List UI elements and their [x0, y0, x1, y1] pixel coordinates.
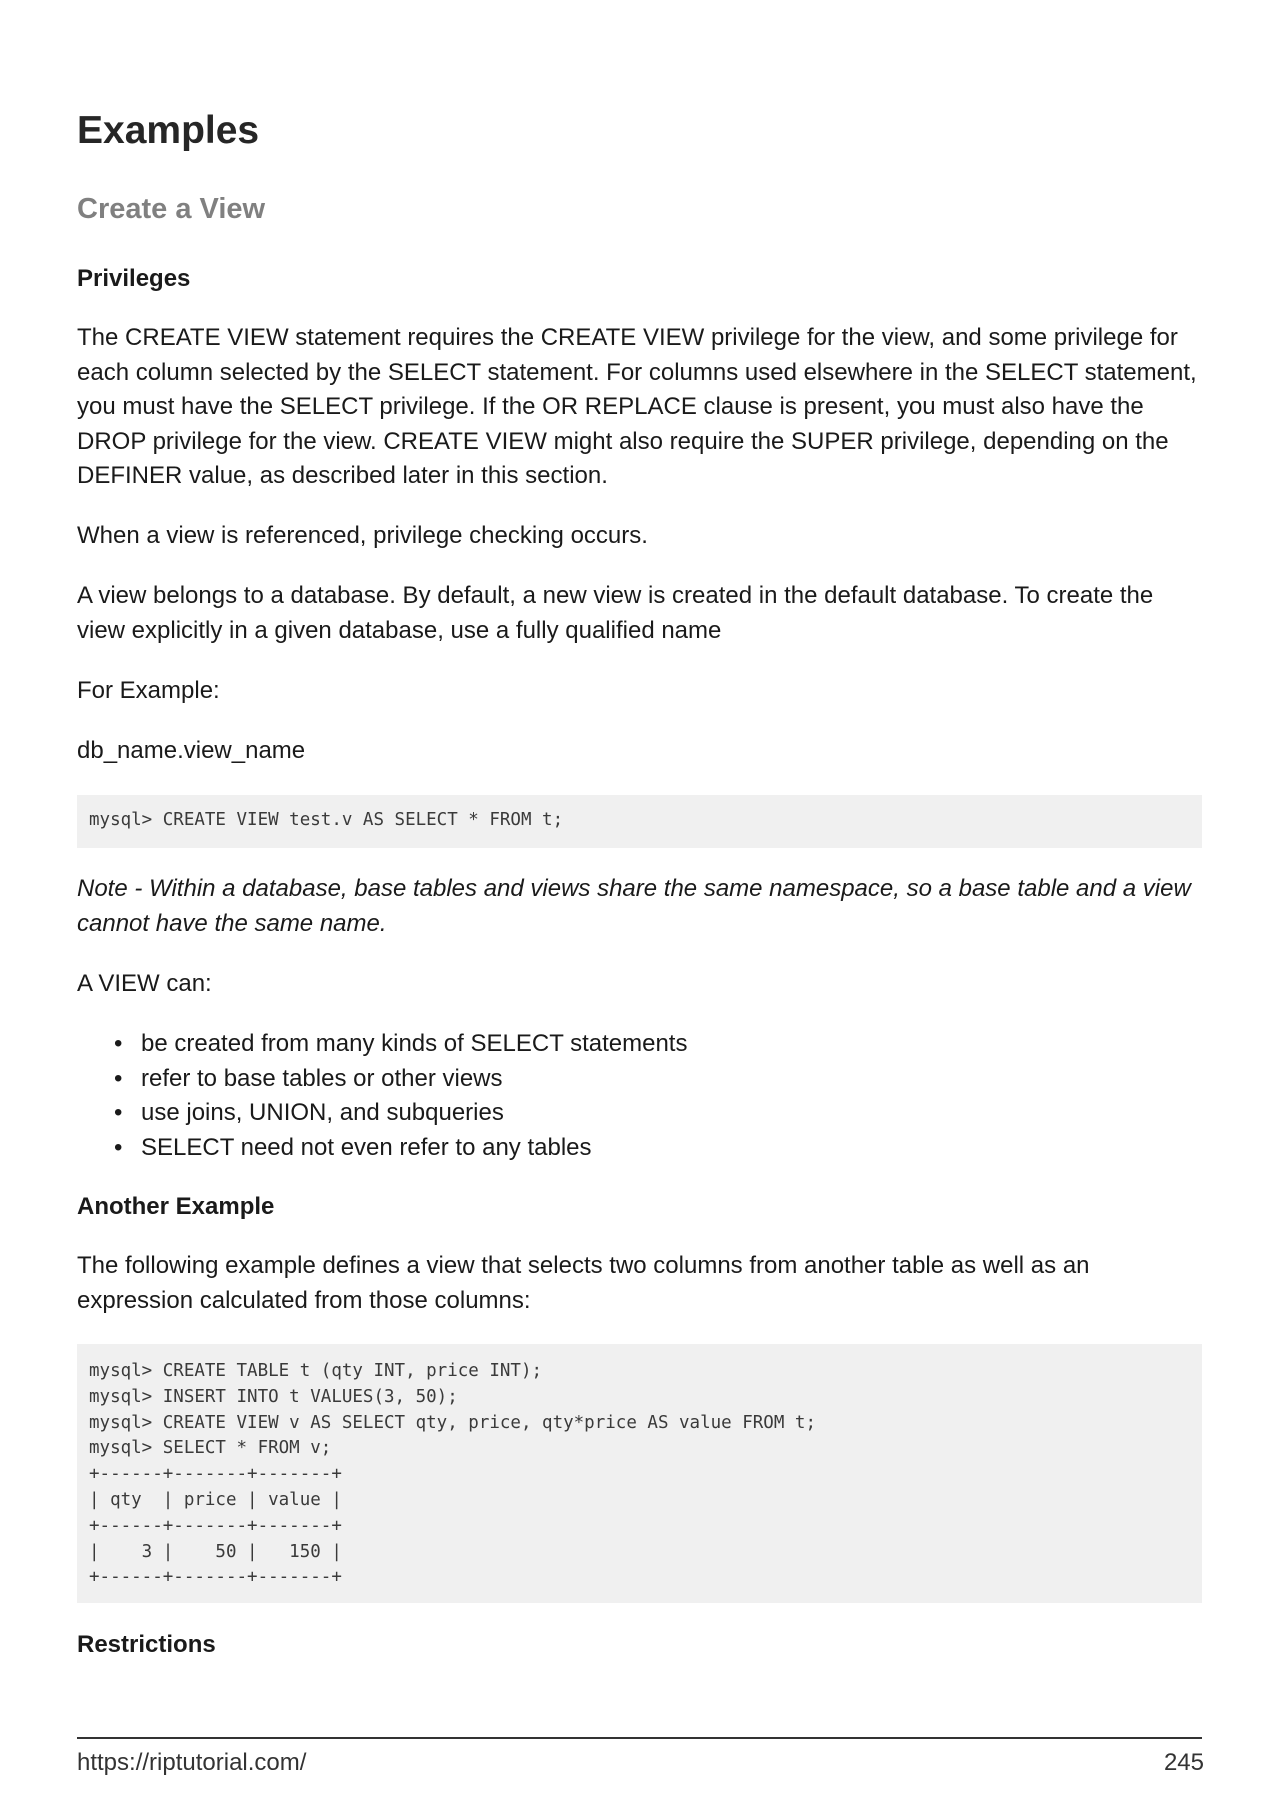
bullet-icon: • — [114, 1099, 123, 1126]
qualified-name-example: db_name.view_name — [77, 737, 306, 764]
code-text: mysql> CREATE TABLE t (qty INT, price INT); mysql> INSERT INTO t VALUES(3, 50); mysql> CREATE VIEW v AS SELECT qty, price, qty*price AS value FROM t; mysql> SELECT * FROM v; +------+-------+-------+ | qty | price | value | +------+-------+-------+ | 3 | 50 | 150 | +------+-------+-------+ — [89, 1361, 816, 1588]
code-text: mysql> CREATE VIEW test.v AS SELECT * FROM t; — [89, 810, 564, 830]
another-example-paragraph: The following example defines a view that selects two columns from another table as well as an expression calculated from those columns: — [77, 1252, 1090, 1314]
list-item: • SELECT need not even refer to any tables — [77, 1131, 687, 1166]
code-block-create-view — [77, 795, 1202, 848]
code-block-another-example — [77, 1344, 1202, 1603]
restrictions-heading: Restrictions — [77, 1631, 216, 1658]
bullet-icon: • — [114, 1064, 123, 1092]
section-title: Create a View — [77, 193, 266, 225]
privileges-paragraph: The CREATE VIEW statement requires the CREATE VIEW privilege for the view, and some privilege for each column selected by the SELECT statement. For columns used elsewhere in the SELECT statement, you must have the SELECT privilege. If the OR REPLACE clause is present, you must also have the DROP privilege for the view. CREATE VIEW might also require the SUPER privilege, depending on the DEFINER value, as described later in this section. — [77, 324, 1197, 489]
for-example-label: For Example: — [77, 677, 220, 704]
bullet-icon: • — [114, 1030, 123, 1057]
footer-divider — [77, 1737, 1202, 1739]
privilege-checking-paragraph: When a view is referenced, privilege checking occurs. — [77, 522, 648, 549]
list-item: • refer to base tables or other views — [77, 1062, 687, 1097]
another-example-heading: Another Example — [77, 1193, 275, 1220]
list-item: • be created from many kinds of SELECT statements — [77, 1027, 687, 1062]
list-item: • use joins, UNION, and subqueries — [77, 1096, 687, 1131]
database-paragraph: A view belongs to a database. By default, a new view is created in the default database. To create the view explicitly in a given database, use a fully qualified name — [77, 582, 1154, 644]
view-capabilities-list — [77, 1027, 687, 1165]
privileges-heading: Privileges — [77, 265, 191, 292]
page-title: Examples — [77, 109, 260, 152]
view-can-label: A VIEW can: — [77, 970, 212, 997]
footer-url: https://riptutorial.com/ — [77, 1749, 307, 1776]
note-paragraph: Note - Within a database, base tables and views share the same namespace, so a base table and a view cannot have the same name. — [77, 875, 1191, 937]
page-number: 245 — [1163, 1749, 1204, 1776]
bullet-icon: • — [114, 1133, 123, 1161]
